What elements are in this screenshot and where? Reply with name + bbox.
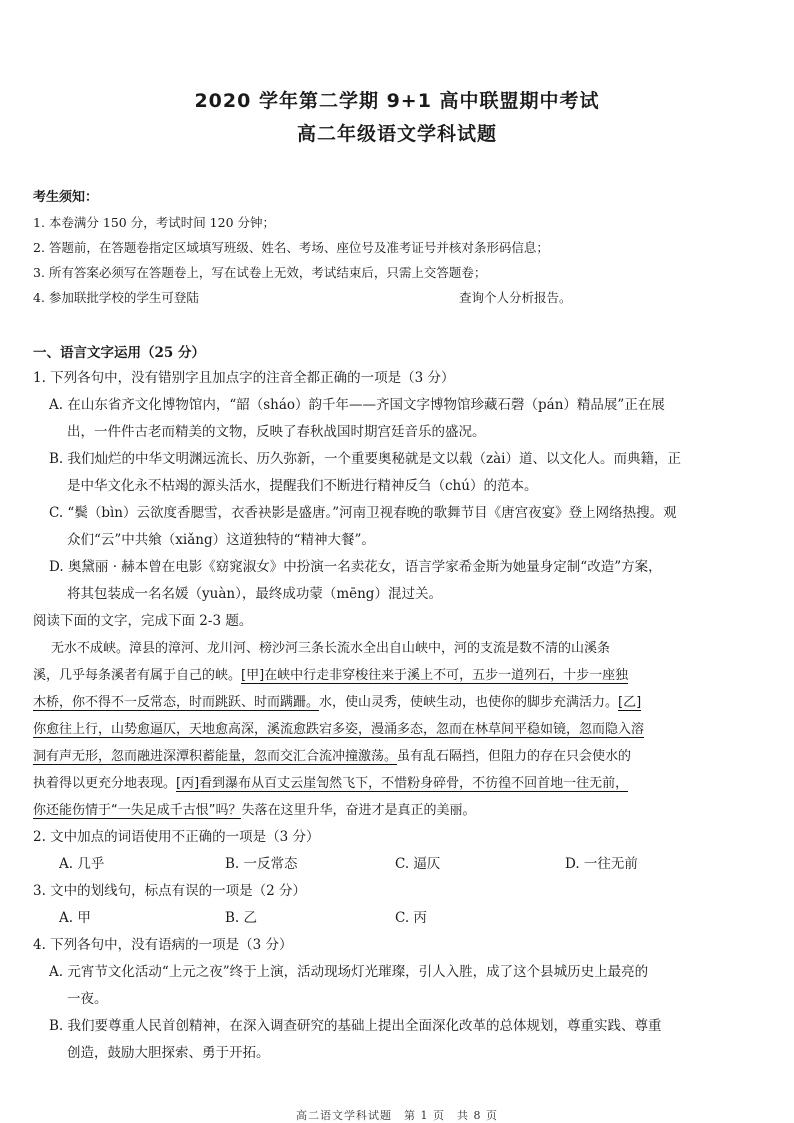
notice-item: 1. 本卷满分 150 分，考试时间 120 分钟；	[33, 215, 276, 230]
section-title: 一、语言文字运用（25 分）	[33, 345, 205, 361]
option-line: 将其包装成一名名媛（yuàn），最终成功蒙（mēng）混过关。	[67, 586, 442, 602]
notice-block	[33, 186, 773, 310]
option-line: 众们“云”中共飨（xiǎng）这道独特的“精神大餐”。	[67, 532, 375, 548]
exam-title: 2020 学年第二学期 9+1 高中联盟期中考试	[194, 90, 600, 112]
passage-text: 执着得以更充分地表现。	[33, 776, 177, 791]
option-line: 是中华文化永不枯竭的源头活水，提醒我们不断进行精神反刍（chú）的范本。	[67, 478, 538, 494]
passage-line	[33, 716, 777, 743]
passage-text: 水，使山灵秀，使峡生动，也使你的脚步充满活力。	[319, 695, 619, 710]
passage-line	[33, 662, 777, 689]
passage-text: 失落在这里升华，奋进才是真正的美丽。	[241, 803, 476, 818]
underlined-sentence-yi: 你愈往上行，山势愈逼仄，天地愈高深，溪流愈跌宕多姿，漫涌多态，忽而在林草间平稳如镜，忽而隐入溶	[33, 722, 645, 737]
question-4-option-a	[33, 959, 777, 1013]
underlined-sentence-jia: [甲]在峡中行走非穿梭往来于溪上不可，五步一道列石，十步一座独	[241, 668, 629, 683]
question-1-option-c	[33, 500, 777, 554]
notice-item	[33, 285, 773, 310]
passage-text: 虽有乱石隔挡，但阻力的存在只会使水的	[397, 749, 632, 764]
choice-c: C. 逼仄	[395, 856, 441, 872]
question-1-stem: 1. 下列各句中，没有错别字且加点字的注音全都正确的一项是（3 分）	[33, 370, 455, 386]
underlined-sentence-jia-cont: 木桥，你不得不一反常态，时而跳跃、时而蹒跚。	[33, 695, 320, 710]
passage-line	[33, 689, 777, 716]
underlined-sentence-bing: [丙]看到瀑布从百丈云崖訇然飞下，不惜粉身碎骨，不彷徨不回首地一往无前，	[176, 776, 629, 791]
question-4-option-b	[33, 1013, 777, 1067]
question-4-stem: 4. 下列各句中，没有语病的一项是（3 分）	[33, 937, 293, 953]
notice-item-extra: 查询个人分析报告。	[459, 290, 572, 305]
section-language-use	[33, 341, 777, 1067]
notice-item: 2. 答题前，在答题卷指定区域填写班级、姓名、考场、座位号及准考证号并核对条形码信息；	[33, 240, 549, 255]
passage-text: 溪，几乎每条溪者有属于自己的峡。	[33, 668, 242, 683]
choice-b: B. 乙	[225, 910, 258, 926]
option-line: B. 我们灿烂的中华文明渊远流长、历久弥新，一个重要奥秘就是文以载（zài）道、以文化人。而典籍，正	[49, 451, 681, 467]
passage-line	[33, 743, 777, 770]
choice-d: D. 一往无前	[565, 856, 638, 872]
question-1-option-a	[33, 392, 777, 446]
question-2-choices	[33, 851, 777, 878]
option-line: 创造，鼓励大胆探索、勇于开拓。	[67, 1045, 270, 1061]
question-3-choices	[33, 905, 777, 932]
option-line: A. 在山东省齐文化博物馆内，“韶（sháo）韵千年——齐国文字博物馆珍藏石磬（pán）精品展”正在展	[49, 397, 665, 413]
question-2-stem: 2. 文中加点的词语使用不正确的一项是（3 分）	[33, 829, 320, 845]
choice-a: A. 甲	[59, 910, 91, 926]
exam-subtitle: 高二年级语文学科试题	[296, 123, 497, 145]
underlined-sentence-bing-cont: 你还能伤情于“一失足成千古恨”吗？	[33, 803, 242, 818]
question-1-option-b	[33, 446, 777, 500]
notice-heading: 考生须知：	[33, 190, 99, 205]
option-line: C. “鬓（bìn）云欲度香腮雪，衣香袂影是盛唐。”河南卫视春晚的歌舞节目《唐宫夜宴》登上网络热搜。观	[49, 505, 677, 521]
passage-line: 无水不成峡。漳县的漳河、龙川河、榜沙河三条长流水全出自山峡中，河的支流是数不清的山溪条	[51, 641, 611, 656]
choice-b: B. 一反常态	[225, 856, 298, 872]
option-line: B. 我们要尊重人民首创精神，在深入调查研究的基础上提出全面深化改革的总体规划，尊重实践、尊重	[49, 1018, 662, 1034]
notice-item-text: 4. 参加联批学校的学生可登陆	[33, 290, 199, 305]
option-line: D. 奥黛丽 · 赫本曾在电影《窈窕淑女》中扮演一名卖花女，语言学家希金斯为她量身定制“改造”方案，	[49, 559, 662, 575]
option-line: 出，一件件古老而精美的文物，反映了春秋战国时期宫廷音乐的盛况。	[67, 424, 486, 440]
reading-passage	[33, 635, 777, 824]
choice-c: C. 丙	[395, 910, 427, 926]
question-1-option-d	[33, 554, 777, 608]
marker-yi: [乙]	[618, 695, 642, 710]
option-line: A. 元宵节文化活动“上元之夜”终于上演，活动现场灯光璀璨，引人入胜，成了这个县城历史上最亮的	[49, 964, 649, 980]
passage-line	[33, 797, 777, 824]
option-line: 一夜。	[67, 991, 108, 1007]
question-3-stem: 3. 文中的划线句，标点有误的一项是（2 分）	[33, 883, 307, 899]
choice-a: A. 几乎	[59, 856, 105, 872]
notice-item: 3. 所有答案必须写在答题卷上，写在试卷上无效，考试结束后，只需上交答题卷；	[33, 265, 487, 280]
reading-intro: 阅读下面的文字，完成下面 2-3 题。	[33, 613, 253, 629]
underlined-sentence-yi-cont: 洞有声无形，忽而融进深潭积蓄能量，忽而交汇合流冲撞激荡。	[33, 749, 398, 764]
page-footer: 高二语文学科试题 第 1 页 共 8 页	[296, 1109, 498, 1122]
passage-line	[33, 770, 777, 797]
